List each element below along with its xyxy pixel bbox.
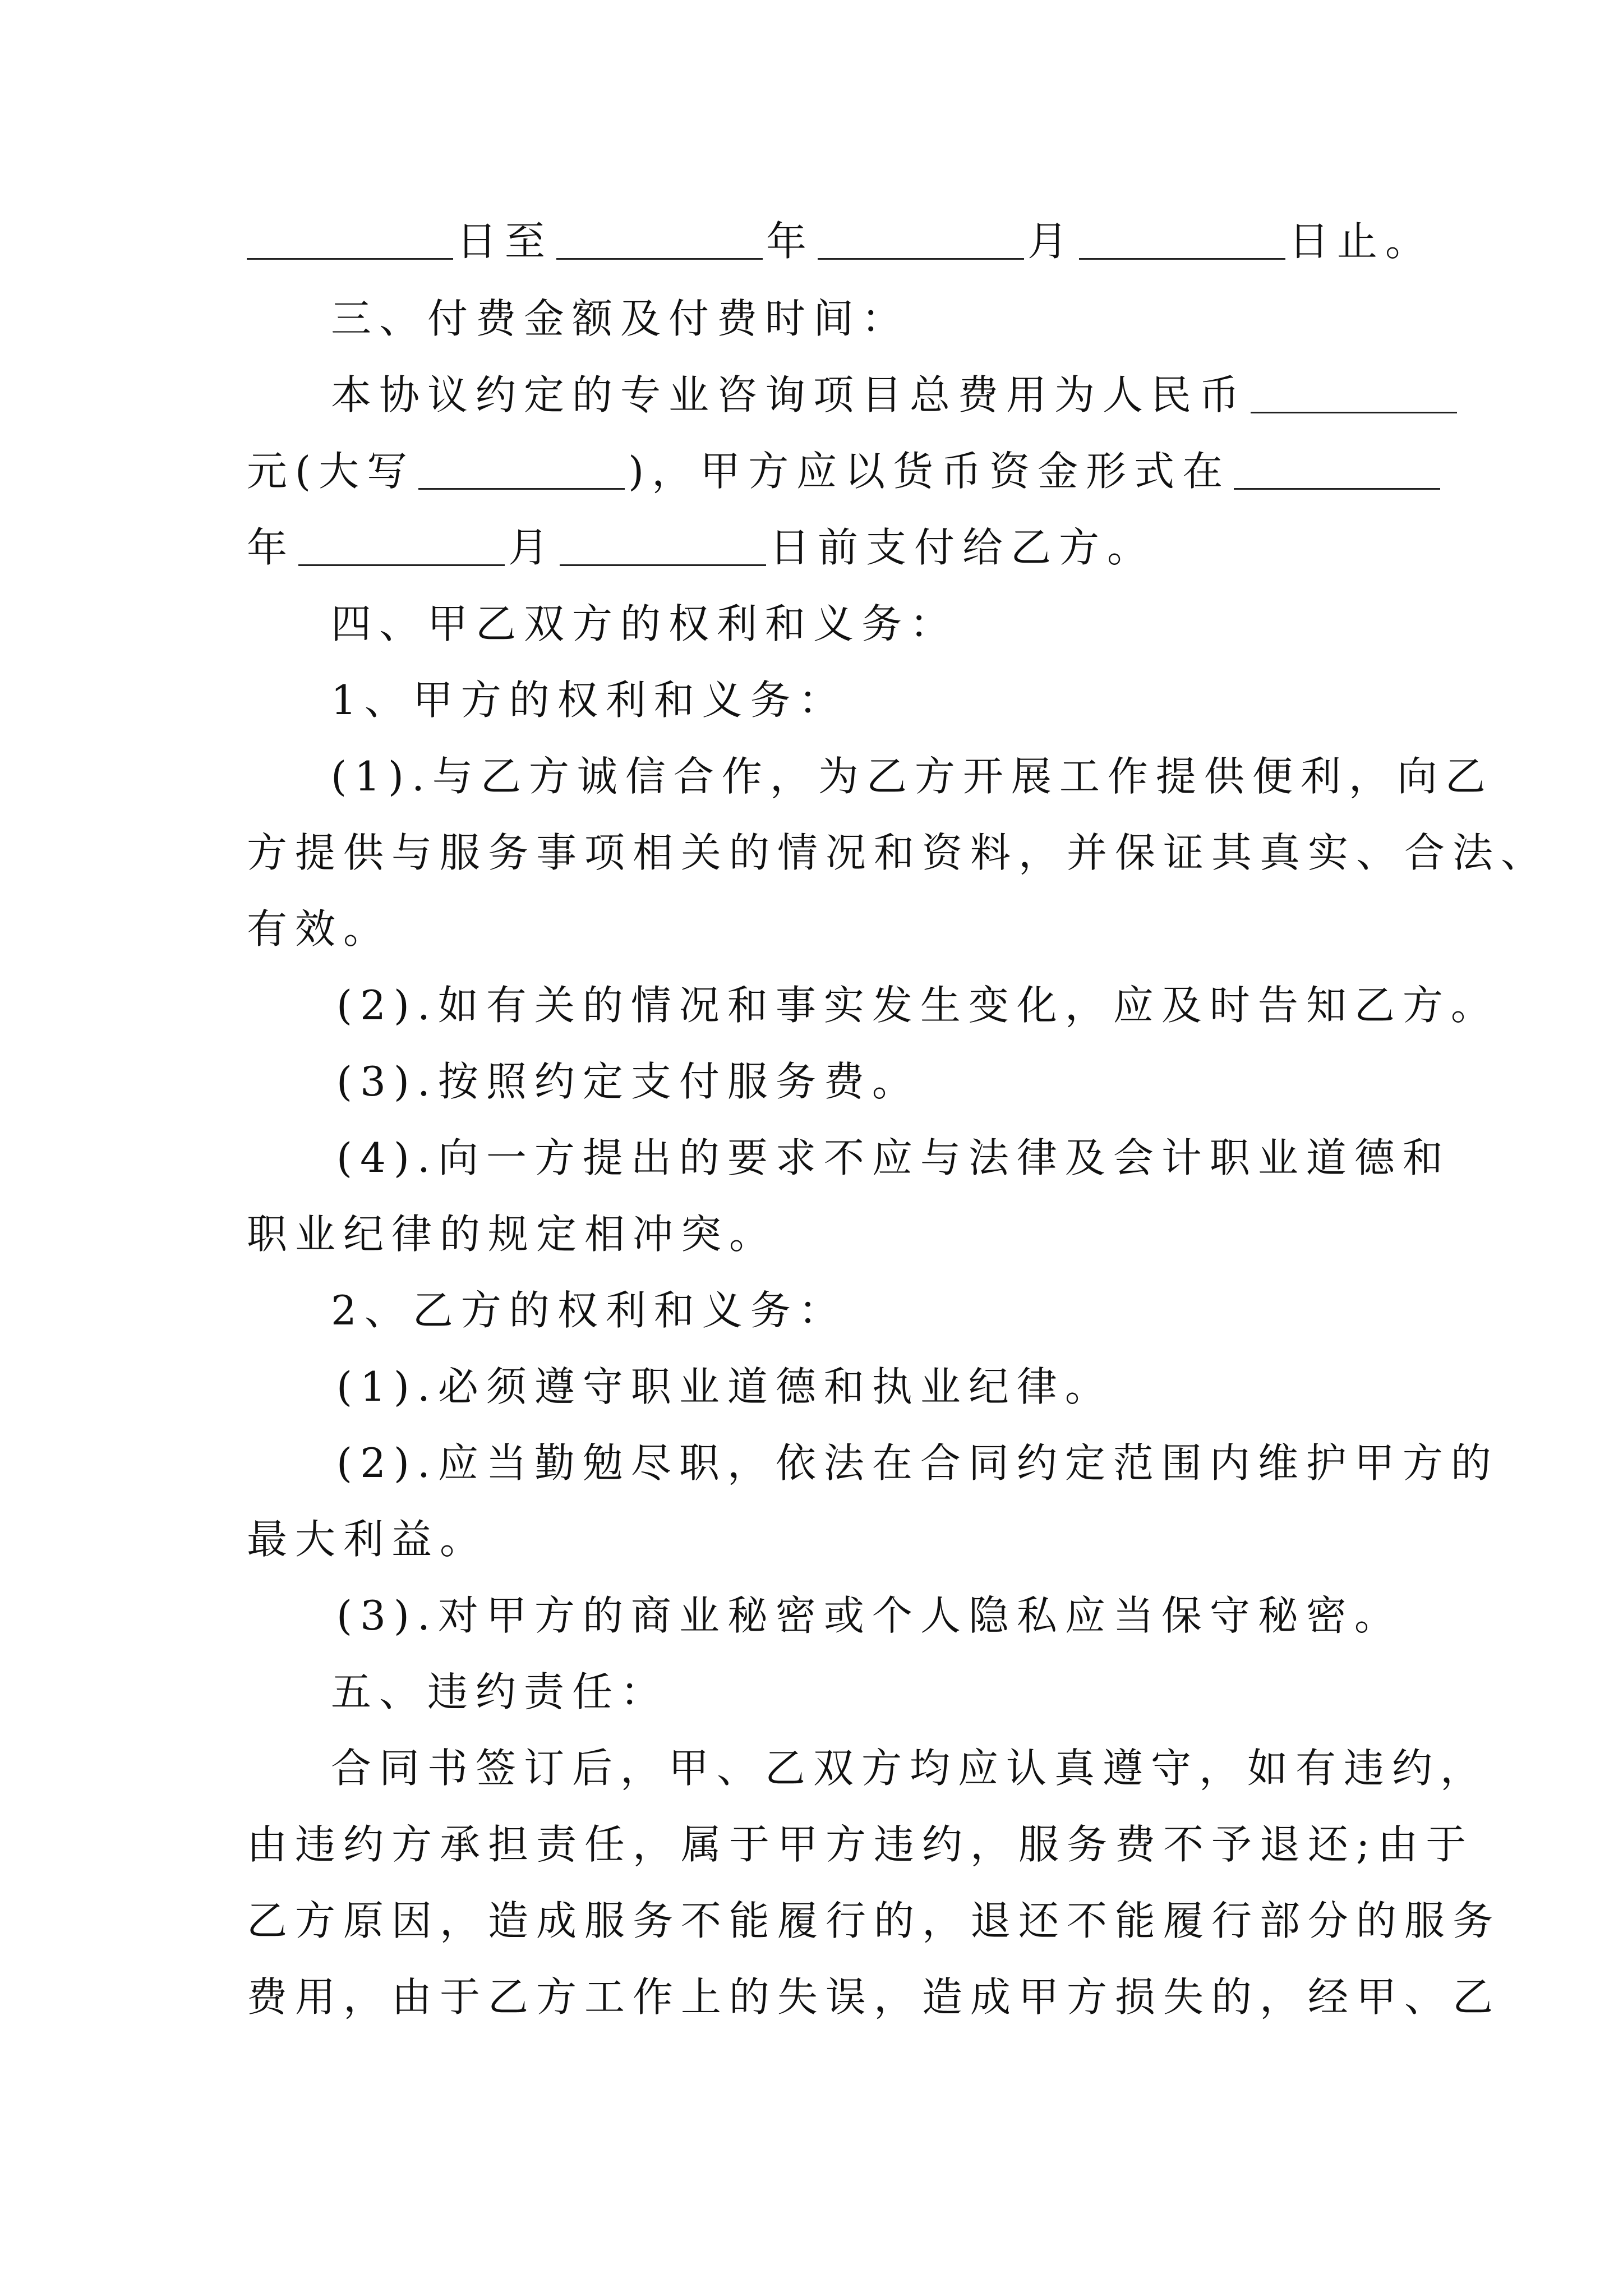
- paragraph-line: (3).按照约定支付服务费。: [336, 1058, 920, 1105]
- blank-field: [298, 527, 505, 566]
- section-heading: 四、甲乙双方的权利和义务：: [331, 600, 958, 647]
- section-heading: 五、违约责任：: [331, 1668, 669, 1715]
- paragraph-line: 合同书签订后，甲、乙双方均应认真遵守，如有违约，: [331, 1745, 1489, 1792]
- paragraph-line: 有效。: [247, 905, 392, 953]
- text-segment: 本协议约定的专业咨询项目总费用为人民币: [331, 371, 1248, 418]
- subsection-heading: 1、甲方的权利和义务：: [331, 677, 847, 724]
- paragraph-line: 由违约方承担责任，属于甲方违约，服务费不予退还;由于: [247, 1821, 1474, 1868]
- text-segment: 日止。: [1289, 218, 1434, 265]
- blank-field: [1234, 451, 1440, 490]
- paragraph-line: (3).对甲方的商业秘密或个人隐私应当保守秘密。: [336, 1592, 1403, 1639]
- paragraph-line: 最大利益。: [247, 1516, 488, 1563]
- paragraph-line: [331, 367, 1623, 423]
- text-segment: 月: [508, 524, 557, 571]
- section-heading: 三、付费金额及付费时间：: [331, 295, 910, 342]
- subsection-heading: 2、乙方的权利和义务：: [331, 1287, 847, 1334]
- paragraph-line: [247, 443, 1623, 499]
- paragraph-line: (2).如有关的情况和事实发生变化，应及时告知乙方。: [336, 982, 1499, 1029]
- paragraph-line: 乙方原因，造成服务不能履行的，退还不能履行部分的服务: [247, 1897, 1501, 1944]
- paragraph-line: [247, 519, 1623, 576]
- text-segment: 月: [1027, 218, 1076, 265]
- paragraph-line: 职业纪律的规定相冲突。: [247, 1211, 778, 1258]
- paragraph-line: 费用，由于乙方工作上的失误，造成甲方损失的，经甲、乙: [247, 1973, 1501, 2021]
- text-segment: 元(大写: [247, 448, 416, 495]
- text-segment: 日至: [457, 218, 554, 265]
- paragraph-line: (1).必须遵守职业道德和执业纪律。: [336, 1363, 1113, 1410]
- paragraph-line: (1).与乙方诚信合作，为乙方开展工作提供便利，向乙: [331, 753, 1493, 800]
- blank-field: [556, 221, 763, 260]
- text-segment: 年: [766, 218, 815, 265]
- blank-field: [1079, 221, 1285, 260]
- text-segment: 日前支付给乙方。: [769, 524, 1156, 571]
- blank-field: [1251, 375, 1457, 413]
- date-range-line: [247, 213, 1593, 269]
- text-segment: )，甲方应以货币资金形式在: [628, 448, 1231, 495]
- paragraph-line: (2).应当勤勉尽职，依法在合同约定范围内维护甲方的: [336, 1439, 1499, 1487]
- blank-field: [247, 221, 453, 260]
- paragraph-line: 方提供与服务事项相关的情况和资料，并保证其真实、合法、: [247, 829, 1550, 876]
- blank-field: [418, 451, 625, 490]
- text-segment: 年: [247, 524, 296, 571]
- blank-field: [560, 527, 766, 566]
- paragraph-line: (4).向一方提出的要求不应与法律及会计职业道德和: [336, 1134, 1451, 1181]
- blank-field: [818, 221, 1024, 260]
